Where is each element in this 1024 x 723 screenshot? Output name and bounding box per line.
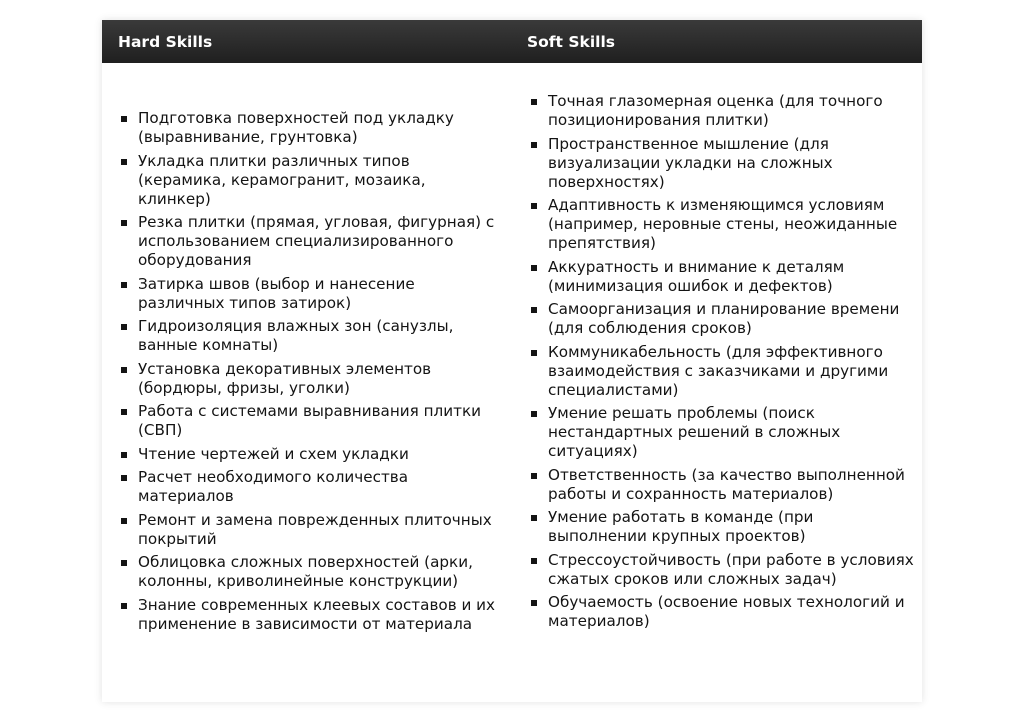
list-item-text: Обучаемость (освоение новых технологий и материалов) <box>548 593 905 630</box>
list-item <box>121 553 502 591</box>
list-item <box>121 213 502 270</box>
soft-skills-heading: Soft Skills <box>527 32 615 51</box>
list-item <box>531 300 916 338</box>
list-item-text: Чтение чертежей и схем укладки <box>138 444 409 463</box>
list-item <box>121 511 502 549</box>
list-item <box>531 593 916 631</box>
bullet-icon <box>121 475 127 481</box>
list-item <box>531 508 916 546</box>
list-item <box>121 596 502 634</box>
bullet-icon <box>121 603 127 609</box>
bullet-icon <box>121 116 127 122</box>
list-item-text: Расчет необходимого количества материалов <box>138 468 409 505</box>
bullet-icon <box>121 518 127 524</box>
list-item <box>531 404 916 461</box>
list-item <box>121 109 502 147</box>
list-item <box>121 360 502 398</box>
bullet-icon <box>531 203 537 209</box>
bullet-icon <box>531 142 537 148</box>
bullet-icon <box>121 282 127 288</box>
bullet-icon <box>531 411 537 417</box>
list-item-text: Знание современных клеевых составов и их применение в зависимости от материала <box>138 595 496 633</box>
list-item-text: Затирка швов (выбор и нанесение различных типов затирок) <box>138 274 415 312</box>
bullet-icon <box>121 560 127 566</box>
soft-skills-column <box>512 63 922 638</box>
bullet-icon <box>121 409 127 415</box>
table-body <box>102 63 922 638</box>
list-item <box>531 196 916 253</box>
list-item <box>531 466 916 504</box>
list-item-text: Аккуратность и внимание к деталям (минимизация ошибок и дефектов) <box>548 257 845 295</box>
list-item-text: Самоорганизация и планирование времени (для соблюдения сроков) <box>548 300 900 337</box>
hard-skills-heading: Hard Skills <box>118 32 213 51</box>
table-header <box>102 20 922 63</box>
bullet-icon <box>531 600 537 606</box>
list-item <box>531 343 916 400</box>
list-item-text: Умение работать в команде (при выполнении крупных проектов) <box>548 508 814 545</box>
list-item-text: Точная глазомерная оценка (для точного позиционирования плитки) <box>548 92 883 129</box>
list-item-text: Резка плитки (прямая, угловая, фигурная) с использованием специализированного оборудования <box>138 213 495 269</box>
list-item-text: Установка декоративных элементов (бордюры, фризы, уголки) <box>138 359 432 397</box>
list-item-text: Гидроизоляция влажных зон (санузлы, ванные комнаты) <box>138 317 454 354</box>
list-item-text: Облицовка сложных поверхностей (арки, колонны, криволинейные конструкции) <box>138 553 473 590</box>
bullet-icon <box>531 350 537 356</box>
bullet-icon <box>531 473 537 479</box>
bullet-icon <box>121 452 127 458</box>
hard-skills-column <box>102 63 512 638</box>
bullet-icon <box>531 515 537 521</box>
list-item-text: Ответственность (за качество выполненной работы и сохранность материалов) <box>548 465 905 503</box>
list-item-text: Коммуникабельность (для эффективного взаимодействия с заказчиками и другими специалистами) <box>548 342 889 399</box>
bullet-icon <box>121 220 127 226</box>
list-item <box>531 551 916 589</box>
list-item-text: Работа с системами выравнивания плитки (СВП) <box>138 402 482 439</box>
list-item <box>121 402 502 440</box>
bullet-icon <box>531 99 537 105</box>
bullet-icon <box>531 558 537 564</box>
bullet-icon <box>531 307 537 313</box>
list-item-text: Адаптивность к изменяющимся условиям (например, неровные стены, неожиданные препятствия) <box>548 196 898 252</box>
list-item-text: Пространственное мышление (для визуализации укладки на сложных поверхностях) <box>548 134 833 191</box>
list-item-text: Ремонт и замена поврежденных плиточных покрытий <box>138 510 492 548</box>
list-item <box>121 317 502 355</box>
list-item-text: Укладка плитки различных типов (керамика, керамогранит, мозаика, клинкер) <box>138 151 426 208</box>
list-item <box>121 152 502 209</box>
list-item <box>531 135 916 192</box>
list-item-text: Стрессоустойчивость (при работе в условиях сжатых сроков или сложных задач) <box>548 550 914 588</box>
list-item <box>531 258 916 296</box>
soft-skills-list <box>531 92 916 631</box>
bullet-icon <box>121 367 127 373</box>
list-item <box>531 92 916 130</box>
skills-table <box>102 20 922 702</box>
list-item-text: Подготовка поверхностей под укладку (выравнивание, грунтовка) <box>138 109 454 146</box>
list-item <box>121 445 502 464</box>
list-item <box>121 275 502 313</box>
bullet-icon <box>531 265 537 271</box>
list-item <box>121 468 502 506</box>
hard-skills-list <box>121 109 502 634</box>
bullet-icon <box>121 324 127 330</box>
list-item-text: Умение решать проблемы (поиск нестандартных решений в сложных ситуациях) <box>548 404 841 460</box>
bullet-icon <box>121 159 127 165</box>
